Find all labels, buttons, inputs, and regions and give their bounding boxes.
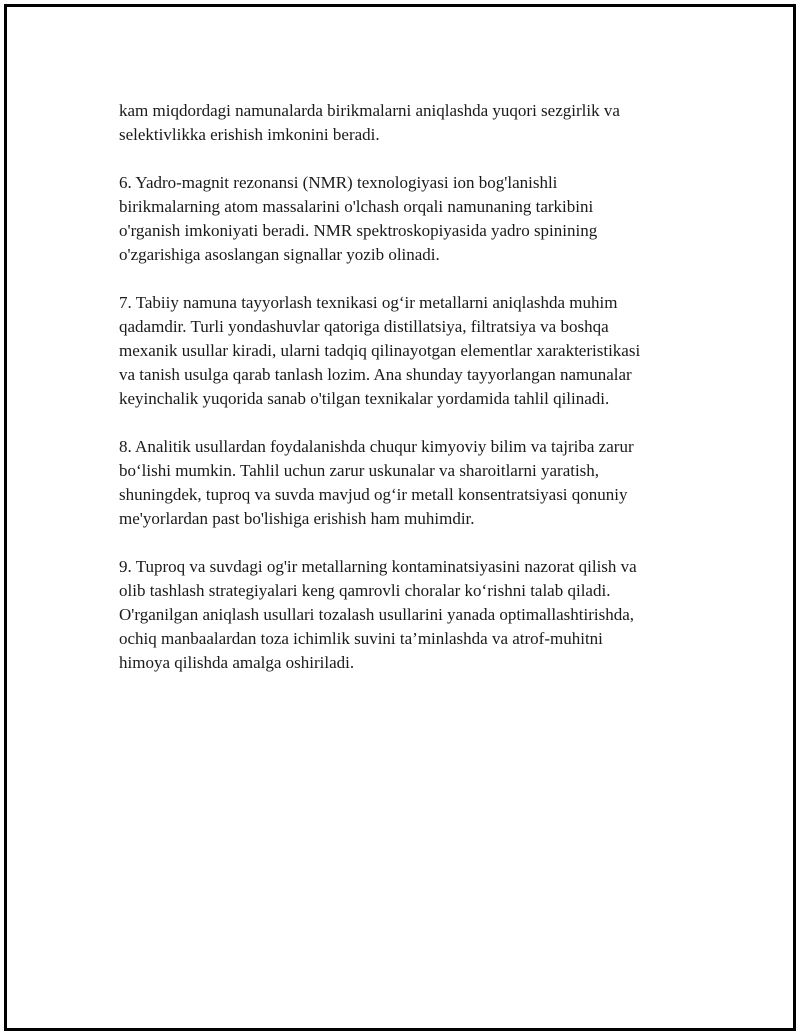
paragraph-7-sample-preparation: 7. Tabiiy namuna tayyorlash texnikasi og‘ir metallarni aniqlashda muhim qadamdir. Turli yondashuvlar qatoriga distillatsiya, filtratsiya va boshqa mexanik usullar kiradi, ularni tadqiq qilinayotgan elementlar xarakteristikasi va tanish usulga qarab tanlash lozim. Ana shunday tayyorlangan namunalar keyinchalik yuqorida sanab o'tilgan texnikalar yordamida tahlil qilinadi. [119, 293, 641, 408]
paragraph-9-contamination-control: 9. Tuproq va suvdagi og'ir metallarning kontaminatsiyasini nazorat qilish va olib tashlash strategiyalari keng qamrovli choralar ko‘rishni talab qiladi. O'rganilgan aniqlash usullari tozalash usullarini yanada optimallashtirishda, ochiq manbaalardan toza ichimlik suvini ta’minlashda va atrof-muhitni himoya qilishda amalga oshiriladi. [119, 557, 637, 672]
paragraph-continuation: kam miqdordagi namunalarda birikmalarni aniqlashda yuqori sezgirlik va selektivlikka erishish imkonini beradi. [119, 101, 620, 144]
paragraph-6-nmr: 6. Yadro-magnit rezonansi (NMR) texnologiyasi ion bog'lanishli birikmalarning atom massalarini o'lchash orqali namunaning tarkibini o'rganish imkoniyati beradi. NMR spektroskopiyasida yadro spinining o'zgarishiga asoslangan signallar yozib olinadi. [119, 173, 598, 264]
page-content [119, 99, 709, 699]
page-frame [4, 4, 796, 1031]
paragraph-8-analytical-methods: 8. Analitik usullardan foydalanishda chuqur kimyoviy bilim va tajriba zarur bo‘lishi mumkin. Tahlil uchun zarur uskunalar va sharoitlarni yaratish, shuningdek, tuproq va suvda mavjud og‘ir metall konsentratsiyasi qonuniy me'yorlardan past bo'lishiga erishish ham muhimdir. [119, 437, 634, 528]
